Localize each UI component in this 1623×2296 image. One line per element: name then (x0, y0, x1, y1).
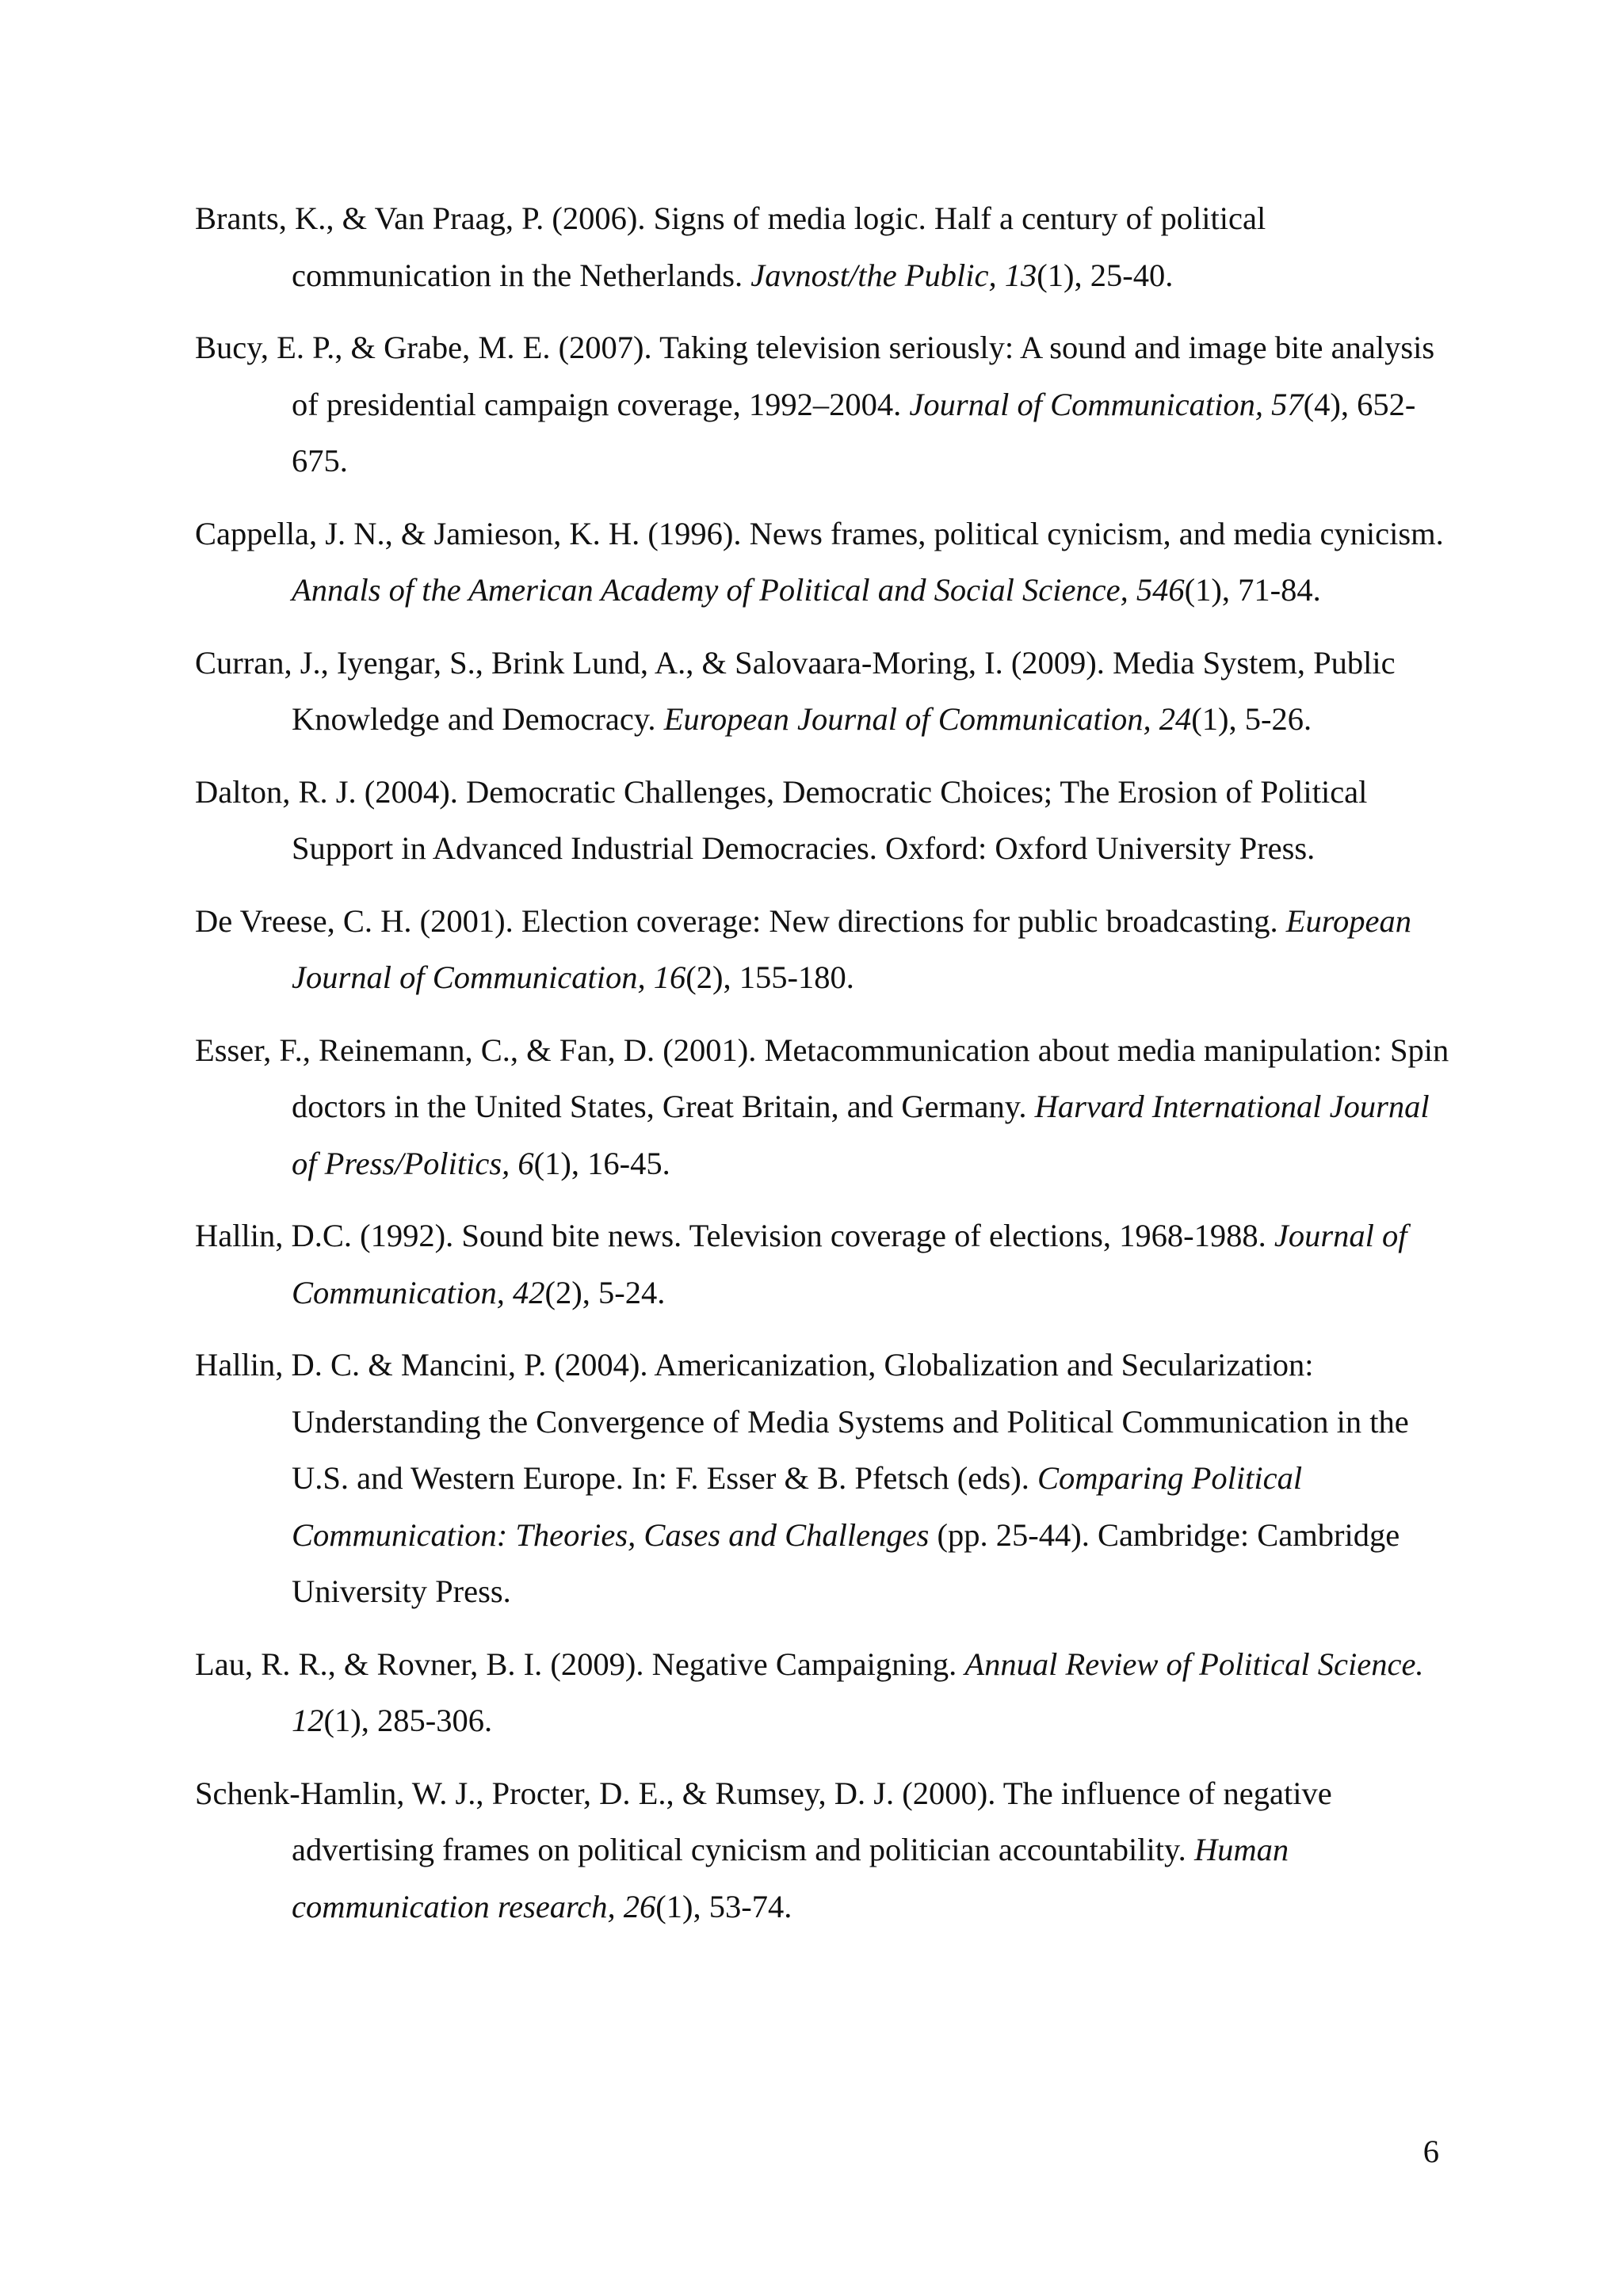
reference-journal: Journal of Communication, 57 (909, 386, 1304, 422)
reference-issue-pages: (2), 155-180. (685, 959, 854, 995)
reference-journal: Journal of Communication, 42 (292, 1218, 1407, 1310)
reference-journal: Annual Review of Political Science. 12 (292, 1646, 1424, 1738)
reference-authors-title: Brants, K., & Van Praag, P. (2006). Signs of media logic. Half a century of political communication in the Netherlands. (195, 200, 1266, 293)
reference-journal: Annals of the American Academy of Political and Social Science, 546 (292, 572, 1185, 608)
reference-entry (195, 1207, 1455, 1321)
reference-issue-pages: (1), 5-26. (1191, 701, 1312, 737)
reference-authors-title: De Vreese, C. H. (2001). Election coverage: New directions for public broadcasting. (195, 902, 1286, 939)
reference-entry (195, 764, 1455, 877)
reference-journal: Javnost/the Public, 13 (750, 257, 1037, 293)
reference-entry (195, 505, 1455, 619)
page-number: 6 (1423, 2134, 1439, 2169)
reference-authors-title: Dalton, R. J. (2004). Democratic Challenges, Democratic Choices; The Erosion of Political Support in Advanced Industrial Democracies. Oxford: Oxford University Press. (195, 773, 1368, 866)
reference-journal: European Journal of Communication, 24 (663, 701, 1192, 737)
reference-entry (195, 893, 1455, 1006)
reference-entry (195, 190, 1455, 303)
reference-entry (195, 1636, 1455, 1749)
reference-authors-title: Schenk-Hamlin, W. J., Procter, D. E., & Rumsey, D. J. (2000). The influence of negative advertising frames on political cynicism and politician accountability. (195, 1775, 1332, 1867)
reference-issue-pages: (4), 652-675. (292, 386, 1416, 479)
reference-journal: Harvard International Journal of Press/Politics, 6 (292, 1089, 1430, 1181)
reference-journal: Comparing Political Communication: Theories, Cases and Challenges (292, 1460, 1303, 1553)
reference-entry (195, 635, 1455, 748)
reference-authors-title: Hallin, D. C. & Mancini, P. (2004). Americanization, Globalization and Secularization: Understanding the Convergence of Media Systems and Political Communication in the U.S. and Western Europe. In: F. Esser & B. Pfetsch (eds). (195, 1347, 1409, 1496)
reference-entry (195, 319, 1455, 490)
reference-issue-pages: (1), 53-74. (655, 1888, 792, 1924)
reference-entry (195, 1337, 1455, 1620)
reference-authors-title: Esser, F., Reinemann, C., & Fan, D. (2001). Metacommunication about media manipulation: Spin doctors in the United States, Great Britain, and Germany. (195, 1032, 1449, 1124)
reference-issue-pages: (pp. 25-44). Cambridge: Cambridge University Press. (292, 1516, 1400, 1609)
reference-journal: European Journal of Communication, 16 (292, 902, 1411, 995)
reference-authors-title: Cappella, J. N., & Jamieson, K. H. (1996). News frames, political cynicism, and media cynicism. (195, 515, 1444, 551)
reference-authors-title: Curran, J., Iyengar, S., Brink Lund, A., & Salovaara-Moring, I. (2009). Media System, Public Knowledge and Democracy. (195, 644, 1396, 737)
reference-list (195, 190, 1455, 1951)
reference-issue-pages: (1), 285-306. (323, 1703, 493, 1738)
reference-issue-pages: (2), 5-24. (544, 1274, 666, 1310)
reference-journal: Human communication research, 26 (292, 1832, 1289, 1924)
reference-authors-title: Bucy, E. P., & Grabe, M. E. (2007). Taking television seriously: A sound and image bite analysis of presidential campaign coverage, 1992–2004. (195, 330, 1435, 422)
reference-entry (195, 1765, 1455, 1936)
reference-issue-pages: (1), 25-40. (1037, 257, 1174, 293)
reference-issue-pages: (1), 71-84. (1184, 572, 1321, 608)
reference-issue-pages: (1), 16-45. (533, 1145, 670, 1181)
reference-authors-title: Hallin, D.C. (1992). Sound bite news. Television coverage of elections, 1968-1988. (195, 1218, 1274, 1253)
reference-entry (195, 1022, 1455, 1192)
reference-authors-title: Lau, R. R., & Rovner, B. I. (2009). Negative Campaigning. (195, 1646, 965, 1682)
